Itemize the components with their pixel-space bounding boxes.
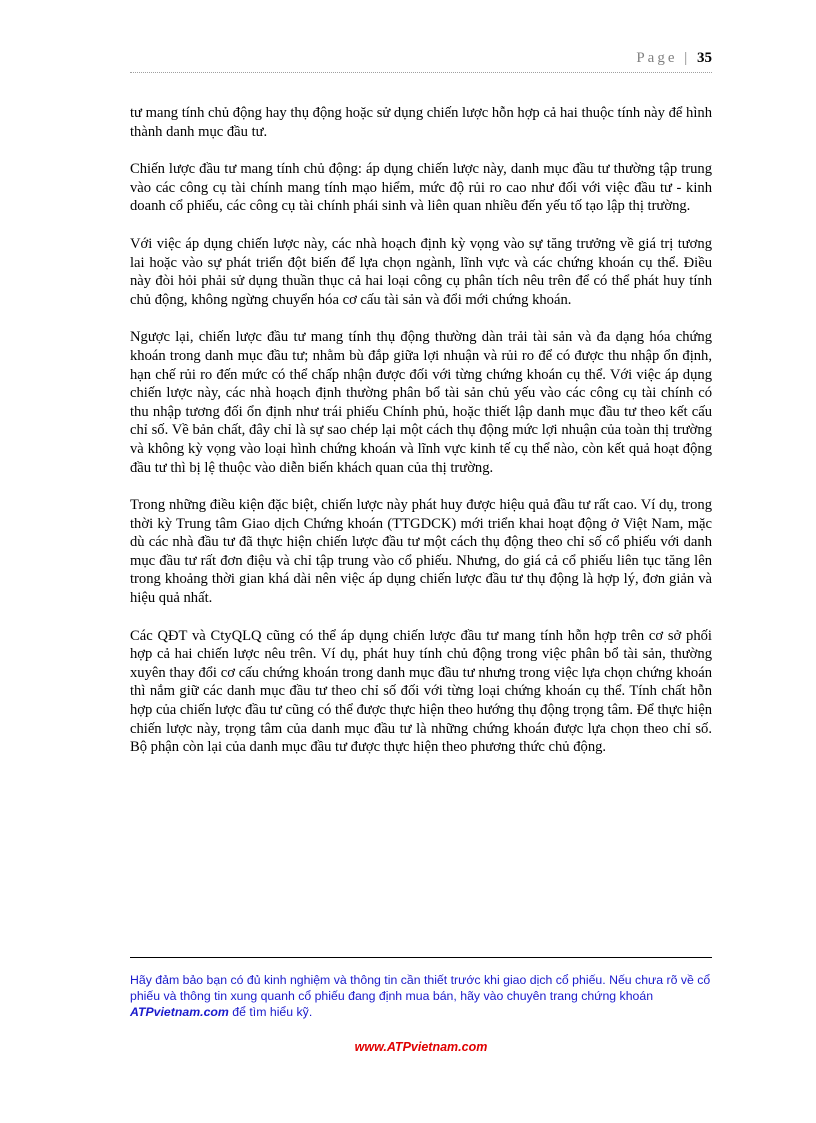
paragraph: tư mang tính chủ động hay thụ động hoặc sử dụng chiến lược hỗn hợp cả hai thuộc tính này để hình thành danh mục đầu tư. — [130, 105, 712, 140]
header-divider — [130, 72, 712, 73]
footer-brand-link[interactable]: ATPvietnam.com — [130, 1005, 229, 1019]
footer-text-before: Hãy đảm bảo bạn có đủ kinh nghiệm và thông tin cần thiết trước khi giao dịch cổ phiếu. Nếu chưa rõ về cổ phiếu và thông tin xung quanh cổ phiếu đang định mua bán, hãy vào chuyên trang chứng khoán — [130, 973, 711, 1003]
body-text — [130, 104, 712, 776]
footer-website-link[interactable]: www.ATPvietnam.com — [354, 1040, 488, 1054]
paragraph: Các QĐT và CtyQLQ cũng có thể áp dụng chiến lược đầu tư mang tính hỗn hợp trên cơ sở phối hợp cả hai chiến lược nêu trên. Ví dụ, phát huy tính chủ động trong việc phân bổ tài sản, thường xuyên thay đổi cơ cấu chứng khoán trong danh mục đầu tư nhưng trong việc lựa chọn chứng khoán thì nắm giữ các danh mục đầu tư theo chỉ số đối với từng loại chứng khoán cụ thể. Tính chất hỗn hợp của chiến lược đầu tư cũng có thể được thực hiện theo hướng thụ động trọng tâm. Để thực hiện chiến lược này, trọng tâm của danh mục đầu tư là những chứng khoán được lựa chọn theo chỉ số. Bộ phận còn lại của danh mục đầu tư được thực hiện theo phương thức chủ động. — [130, 627, 712, 756]
paragraph: Chiến lược đầu tư mang tính chủ động: áp dụng chiến lược này, danh mục đầu tư thường tập trung vào các công cụ tài chính mang tính mạo hiểm, mức độ rủi ro cao như đối với việc đầu tư - kinh doanh cổ phiếu, các công cụ tài chính phái sinh và liên quan nhiều đến yếu tố tạo lập thị trường. — [130, 161, 712, 215]
paragraph: Trong những điều kiện đặc biệt, chiến lược này phát huy được hiệu quả đầu tư rất cao. Ví dụ, trong thời kỳ Trung tâm Giao dịch Chứng khoán (TTGDCK) mới triển khai hoạt động ở Việt Nam, mặc dù các nhà đầu tư đã thực hiện chiến lược đầu tư một cách thụ động theo chỉ số cổ phiếu với danh mục đầu tư rất đơn điệu và chỉ tập trung vào cổ phiếu. Nhưng, do giá cả cổ phiếu liên tục tăng lên trong khoảng thời gian khá dài nên việc áp dụng chiến lược đầu tư thụ động là hợp lý, đơn giản và hiệu quả nhất. — [130, 497, 712, 607]
footer-text-after: để tìm hiểu kỹ. — [228, 1005, 313, 1019]
footer-divider — [130, 957, 712, 958]
footer-notice — [130, 972, 715, 1020]
page-number: 35 — [697, 50, 712, 66]
paragraph: Ngược lại, chiến lược đầu tư mang tính thụ động thường dàn trải tài sản và đa dạng hóa chứng khoán trong danh mục đầu tư; nhằm bù đắp giữa lợi nhuận và rủi ro để có được thu nhập ổn định, hạn chế rủi ro đến mức có thể chấp nhận được đối với từng chứng khoán cụ thể. Với việc áp dụng chiến lược này, các nhà hoạch định thường phân bổ tài sản chủ yếu vào các công cụ tài chính có thu nhập tương đối ổn định như trái phiếu Chính phủ, hoặc thiết lập danh mục đầu tư theo kết cấu chỉ số. Về bản chất, đây chỉ là sự sao chép lại một cách thụ động mức lợi nhuận của toàn thị trường và không kỳ vọng vào loại hình chứng khoán và lĩnh vực kinh tế cụ thể nào, còn kết quả hoạt động đầu tư thì bị lệ thuộc vào diễn biến khách quan của thị trường. — [130, 329, 712, 476]
page-header — [130, 50, 712, 72]
page-number-label — [636, 50, 712, 67]
page-separator: | — [684, 50, 691, 66]
paragraph: Với việc áp dụng chiến lược này, các nhà hoạch định kỳ vọng vào sự tăng trưởng về giá trị tương lai hoặc vào sự phát triển đột biến để lựa chọn ngành, lĩnh vực và các chứng khoán cụ thể. Điều này đòi hỏi phải sử dụng thuần thục cả hai loại công cụ phân tích nêu trên để có thể phát huy tính chủ động, không ngừng chuyển hóa cơ cấu tài sản và đổi mới chứng khoán. — [130, 235, 712, 308]
page-word: Page — [636, 50, 678, 66]
